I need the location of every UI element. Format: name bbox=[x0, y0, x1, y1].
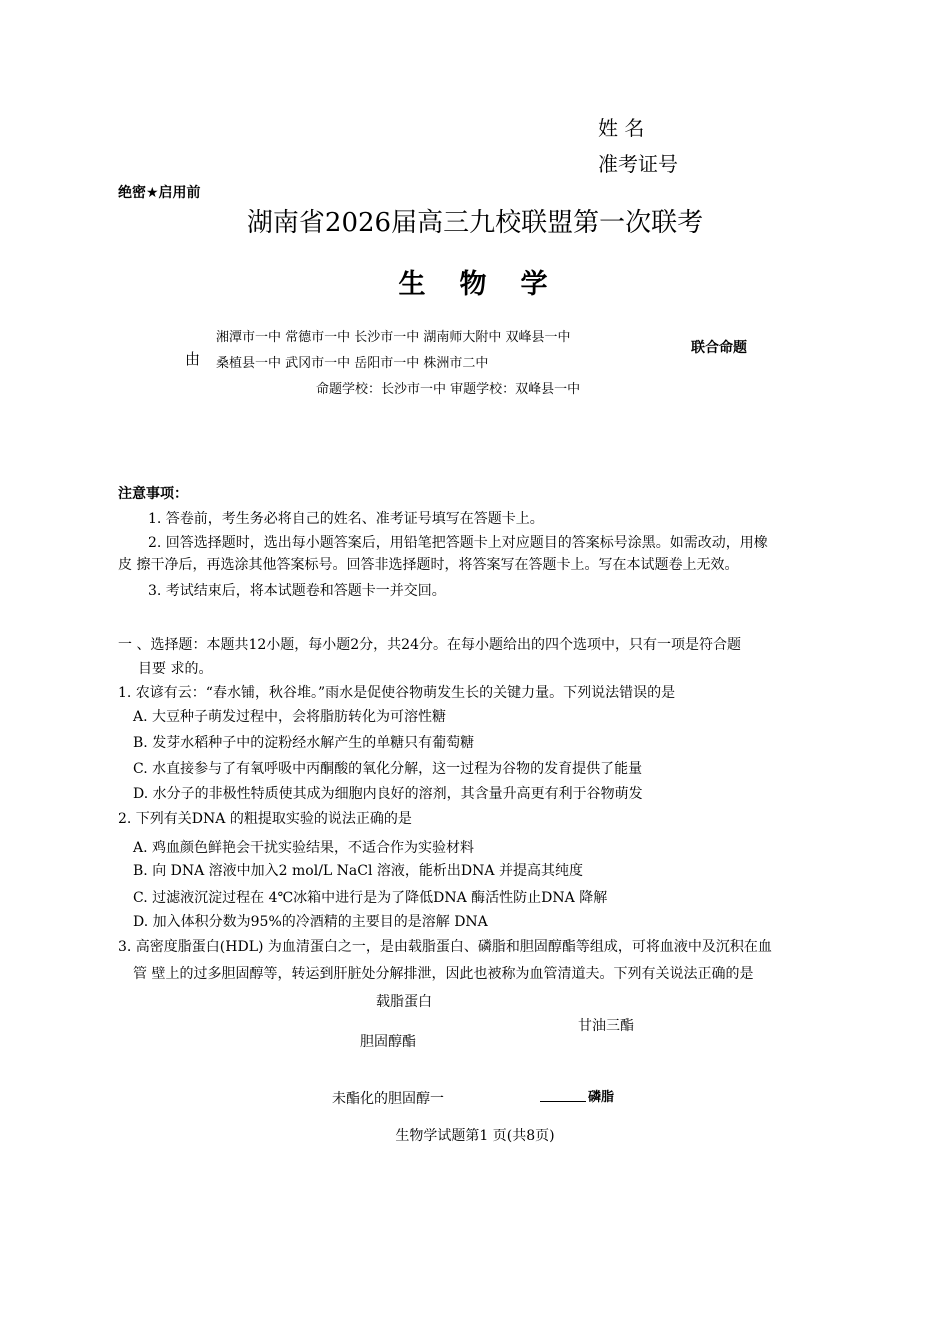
diagram-label-phospholipid: 磷脂 bbox=[588, 1090, 615, 1105]
question-1-option-d: D. 水分子的非极性特质使其成为细胞内良好的溶剂，其含量升高更有利于谷物萌发 bbox=[133, 786, 643, 802]
question-3-stem-cont: 管 壁上的过多胆固醇等，转运到肝脏处分解排泄，因此也被称为血管清道夫。下列有关说法正确的是 bbox=[133, 966, 754, 982]
joint-proposition: 联合命题 bbox=[691, 340, 747, 356]
page-footer: 生物学试题第1 页(共8页) bbox=[395, 1128, 555, 1144]
question-3-stem: 3. 高密度脂蛋白(HDL) 为血清蛋白之一，是由载脂蛋白、磷脂和胆固醇酯等组成，可将血液中及沉积在血 bbox=[118, 939, 772, 955]
question-2-option-b: B. 向 DNA 溶液中加入2 mol/L NaCl 溶液，能析出DNA 并提高其纯度 bbox=[133, 863, 583, 879]
schools-row-1: 湘潭市一中 常德市一中 长沙市一中 湖南师大附中 双峰县一中 bbox=[216, 330, 571, 345]
diagram-label-triglyceride: 甘油三酯 bbox=[578, 1018, 634, 1034]
diagram-label-cholesteryl-ester: 胆固醇酯 bbox=[360, 1034, 416, 1050]
notice-item-2-cont: 皮 擦干净后，再选涂其他答案标号。回答非选择题时，将答案写在答题卡上。写在本试题卷上无效。 bbox=[118, 557, 739, 573]
exam-id-label: 准考证号 bbox=[598, 152, 678, 176]
diagram-pointer-line bbox=[540, 1101, 586, 1102]
name-label: 姓 名 bbox=[598, 116, 645, 140]
diagram-label-apolipoprotein: 载脂蛋白 bbox=[376, 994, 432, 1010]
diagram-label-free-cholesterol: 未酯化的胆固醇一 bbox=[332, 1091, 444, 1107]
question-1-option-c: C. 水直接参与了有氧呼吸中丙酮酸的氧化分解，这一过程为谷物的发育提供了能量 bbox=[133, 761, 643, 777]
question-1-stem: 1. 农谚有云：“春水铺，秋谷堆。”雨水是促使谷物萌发生长的关键力量。下列说法错误的是 bbox=[118, 685, 676, 701]
schools-row-2: 桑植县一中 武冈市一中 岳阳市一中 株洲市二中 bbox=[216, 356, 489, 371]
notice-item-3: 3. 考试结束后，将本试题卷和答题卡一并交回。 bbox=[148, 583, 446, 599]
secret-mark: 绝密★启用前 bbox=[118, 185, 201, 201]
question-2-stem: 2. 下列有关DNA 的粗提取实验的说法正确的是 bbox=[118, 811, 412, 827]
notice-item-1: 1. 答卷前，考生务必将自己的姓名、准考证号填写在答题卡上。 bbox=[148, 511, 544, 527]
exam-title: 湖南省2026届高三九校联盟第一次联考 bbox=[246, 208, 704, 238]
schools-row-3: 命题学校：长沙市一中 审题学校：双峰县一中 bbox=[316, 382, 581, 397]
question-2-option-c: C. 过滤液沉淀过程在 4℃冰箱中进行是为了降低DNA 酶活性防止DNA 降解 bbox=[133, 890, 608, 906]
notice-item-2: 2. 回答选择题时，选出每小题答案后，用铅笔把答题卡上对应题目的答案标号涂黑。如需改动，用橡 bbox=[148, 535, 768, 551]
schools-prefix: 由 bbox=[185, 350, 201, 368]
section-heading: 一 、选择题：本题共12小题，每小题2分，共24分。在每小题给出的四个选项中，只有一项是符合题 bbox=[118, 637, 741, 653]
question-1-option-a: A. 大豆种子萌发过程中，会将脂肪转化为可溶性糖 bbox=[133, 709, 447, 725]
subject-title: 生物学 bbox=[398, 269, 582, 300]
question-2-option-a: A. 鸡血颜色鲜艳会干扰实验结果，不适合作为实验材料 bbox=[133, 840, 475, 856]
section-heading-cont: 目要 求的。 bbox=[138, 661, 213, 677]
question-1-option-b: B. 发芽水稻种子中的淀粉经水解产生的单糖只有葡萄糖 bbox=[133, 735, 475, 751]
question-2-option-d: D. 加入体积分数为95%的冷酒精的主要目的是溶解 DNA bbox=[133, 914, 488, 930]
notice-title: 注意事项： bbox=[118, 486, 188, 502]
